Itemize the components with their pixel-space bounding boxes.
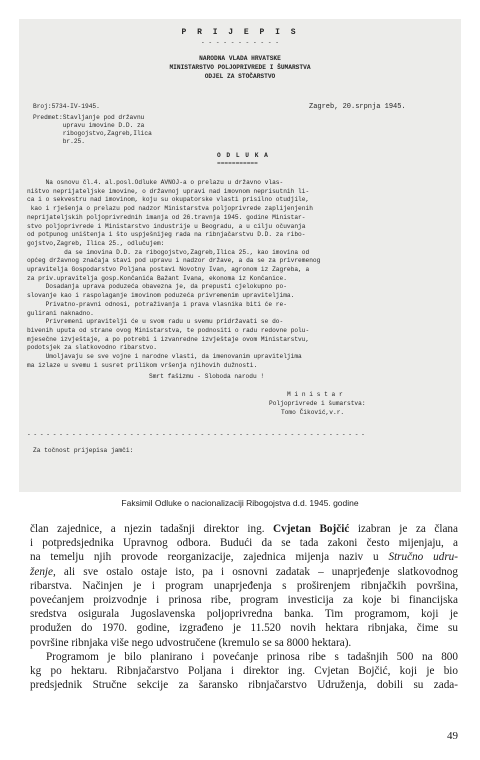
text-segment: produžen do 1970. godine, izgrađeno je 11.520 novih hektara ribnjaka, čime su	[30, 622, 458, 635]
body-text	[30, 522, 458, 692]
text-line	[30, 607, 458, 621]
typed-line: ca i o sekvestru nad imovinom, koju su okupatorske vlasti prisilno otudjile,	[27, 196, 310, 204]
text-segment: sredstva osigurala Jugoslavenska poljoprivredna banka. Tim programom, koji je	[30, 608, 458, 621]
typed-line: općeg državnog značaja stavi pod upravu i nadzor države, a da se za privremenog	[27, 257, 321, 265]
typed-line: Dosadanja uprava poduzeća obavezna je, da prepusti cjelokupno po-	[27, 283, 287, 291]
typed-line: ma izlaze u svemu i susret prilikom vršenja njihovih dužnosti.	[27, 361, 258, 369]
text-segment: povećanjem proizvodnje i prinosa ribe, program investicija za koje bi financijska	[30, 594, 458, 607]
text-line	[30, 621, 458, 635]
page-number: 49	[447, 730, 458, 742]
sign-line: Tomo Čiković,v.r.	[281, 409, 345, 416]
slogan: Smrt fašizmu - Sloboda narodu !	[149, 373, 265, 380]
typed-line: upravitelja Gospodarstvo Poljana postavi Novotny Ivan, agronom iz Zagreba, a	[27, 266, 310, 273]
typed-line: Umoljavaju se sve vojne i narodne vlasti, da imenovanim upraviteljima	[27, 353, 302, 360]
text-segment: površine ribnjaka više nego udvostručene (kremulo se sa 8000 hektara).	[30, 636, 352, 649]
typed-line: Privatno-pravni odnosi, potraživanja i prava vlasnika biti će re-	[27, 300, 287, 308]
typed-line: slovanje kao i raspolaganje imovinom poduzeća privremenim upraviteljima.	[27, 292, 295, 300]
separator-rule: - - - - - - - - - - - - - - - - - - - - - - - - - - - - - - - - - - - - - - - - - - - - - - - - - - - - -	[27, 431, 365, 438]
text-segment: izabran je za člana	[349, 523, 458, 535]
typed-line: gulirani naknadno.	[27, 309, 94, 317]
closing-line: Za točnost prijepisa jamči:	[33, 447, 134, 454]
gov-line-3: ODJEL ZA STOČARSTVO	[204, 73, 276, 80]
text-line: Programom je bilo planirano i povećanje prinosa ribe s tadašnjih 500 na 800	[46, 650, 458, 663]
title-rule: - - - - - - - - - - -	[201, 39, 279, 46]
text-line	[30, 550, 458, 564]
typed-line: da se imovina D.D. za ribogojstvo,Zagreb,Ilica 25., kao imovina od	[27, 248, 310, 256]
predmet-line: upravu imovine D.D. za	[33, 122, 145, 129]
text-segment: član zajednice, a njezin tadašnji direktor ing.	[30, 523, 274, 535]
doc-date: Zagreb, 20.srpnja 1945.	[309, 103, 406, 111]
predmet-line: Predmet:Stavljanje pod državnu	[33, 114, 145, 121]
typed-line: stvo poljoprivrede i Ministarstvo industrije u Beogradu, a u cilju očuvanja	[27, 222, 306, 230]
figure-caption: Faksimil Odluke o nacionalizaciji Ribogojstva d.d. 1945. godine	[121, 498, 359, 508]
text-line: predsjednik Stručne sekcije za šaransko ribnjačarstvo Udruženja, dobili su zada-	[30, 679, 458, 692]
facsimile-document	[19, 19, 461, 492]
text-line	[30, 593, 458, 607]
odluka-rule: ===========	[217, 160, 258, 167]
typed-line: Na osnovu čl.4. al.posl.Odluke AVNOJ-a o prelazu u državno vlas-	[27, 179, 284, 186]
italic-term: Stručno udru-	[388, 551, 458, 564]
typed-line: od potpunog uništenja i što uspješnijeg rada na ribnjačarstvu D.D. za ribo-	[27, 231, 306, 239]
typed-line: za priv.upravitelja gosp.Končanića Bažant Ivana, ekonoma iz Končanice.	[27, 274, 287, 282]
text-line	[30, 536, 458, 550]
gov-line-2: MINISTARSTVO POLJOPRIVREDE I ŠUMARSTVA	[169, 64, 311, 71]
gov-line-1: NARODNA VLADA HRVATSKE	[199, 55, 281, 62]
predmet-line: ribogojstvo,Zagreb,Ilica	[33, 130, 152, 137]
sign-line: M i n i s t a r	[287, 391, 343, 398]
predmet-line: br.25.	[33, 138, 85, 145]
bold-name: Cvjetan Bojčić	[273, 523, 350, 535]
text-segment: ribarstva. Načinjen je i program unaprjeđenja s proširenjem ribnjačkih površina,	[30, 579, 458, 592]
prijepis-title: P R I J E P I S	[181, 28, 299, 37]
text-segment: ali sve ostalo ostaje isto, pa i osnovni zadatak – unaprjeđenje slatkovodnog	[55, 565, 458, 578]
text-line	[30, 565, 458, 579]
typed-line: kao i rješenja o prelazu pod nadzor Ministarstva poljoprivrede zaplijenjenih	[27, 205, 313, 213]
typed-line: mjesečne izvještaje, a po potrebi i izvanredne izvještaje ovom Ministarstvu,	[27, 335, 310, 343]
broj: Broj:5734-IV-1945.	[33, 103, 100, 110]
odluka-title: O D L U K A	[217, 152, 269, 159]
typed-line: ništvo neprijateljske imovine, o državnoj upravi nad imovnom neprisutnih li-	[27, 187, 310, 195]
typed-line: neprijateljskih poljoprivrednih imanja od 26.travnja 1945. godine Ministar-	[27, 213, 306, 221]
text-line	[30, 636, 458, 650]
typed-line: bivenih uputa od strane ovog Ministarstva, te podnositi o radu redovne polu-	[27, 326, 310, 334]
text-segment: na temelju njih provode reorganizacije, zajednica mijenja naziv u	[30, 551, 389, 564]
text-segment: i potpredsjednika Upravnog odbora. Budući da se tada zakoni često mijenjaju, a	[30, 537, 458, 550]
typed-line: podotsjek za slatkovodno ribarstvo.	[27, 344, 157, 352]
typed-line: gojstvo,Zagreb, Ilica 25., odlučujem:	[27, 239, 165, 247]
sign-line: Poljoprivrede i šumarstva:	[269, 400, 366, 407]
paragraph-2	[30, 650, 458, 693]
text-line: kg po hektaru. Ribnjačarstvo Poljana i direktor ing. Cvjetan Bojčić, koji je bio	[30, 665, 458, 678]
italic-term: ženje,	[30, 565, 56, 578]
paragraph-1	[30, 522, 458, 650]
text-line	[30, 522, 458, 536]
typed-line: Privremeni upravitelji će u svom radu u svemu pridržavati se do-	[27, 318, 284, 326]
text-line	[30, 579, 458, 593]
